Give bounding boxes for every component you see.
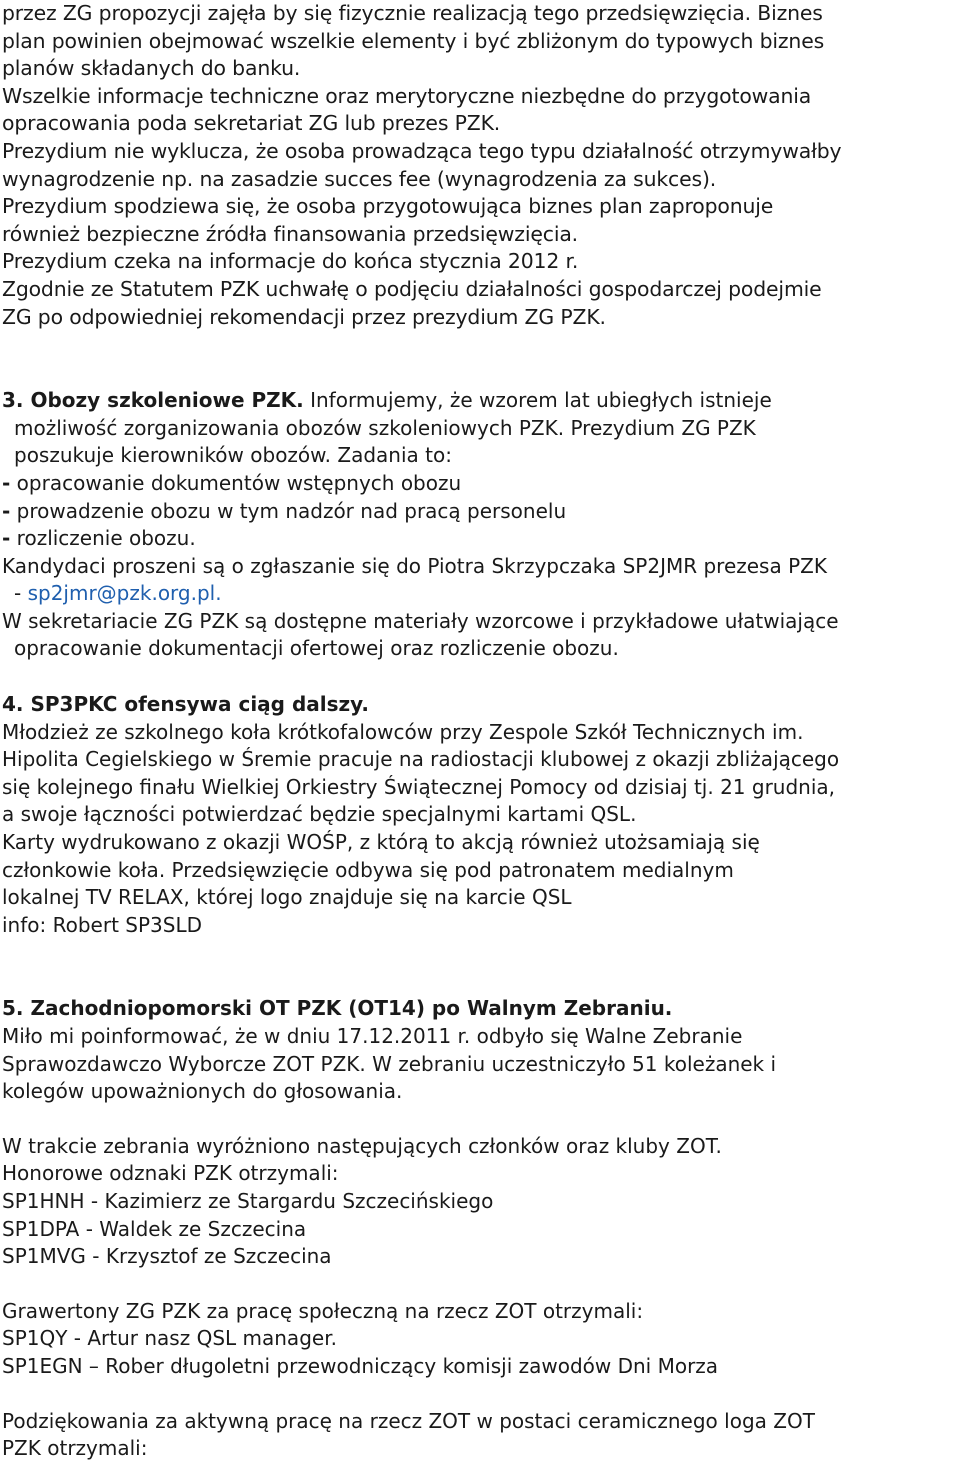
- text-line: SP1EGN – Rober długoletni przewodniczący komisji zawodów Dni Morza: [2, 1353, 719, 1378]
- list-item: - prowadzenie obozu w tym nadzór nad pracą personelu: [2, 498, 567, 523]
- text-line: Sprawozdawczo Wyborcze ZOT PZK. W zebraniu uczestniczyło 51 koleżanek i: [2, 1051, 777, 1076]
- text-line: poszukuje kierowników obozów. Zadania to:: [14, 443, 452, 468]
- section-heading: 4. SP3PKC ofensywa ciąg dalszy.: [2, 692, 369, 717]
- text-line: Wszelkie informacje techniczne oraz merytoryczne niezbędne do przygotowania: [2, 83, 812, 108]
- section-heading: 3. Obozy szkoleniowe PZK.: [2, 388, 304, 413]
- text-line: SP1HNH - Kazimierz ze Stargardu Szczecińskiego: [2, 1188, 494, 1213]
- text-line: W sekretariacie ZG PZK są dostępne materiały wzorcowe i przykładowe ułatwiające: [2, 608, 839, 633]
- text-line: Prezydium czeka na informacje do końca stycznia 2012 r.: [2, 249, 579, 274]
- section-heading: 5. Zachodniopomorski OT PZK (OT14) po Walnym Zebraniu.: [2, 996, 673, 1021]
- list-item: - opracowanie dokumentów wstępnych obozu: [2, 470, 462, 495]
- section-zot: [2, 995, 960, 1462]
- text-line: Honorowe odznaki PZK otrzymali:: [2, 1161, 339, 1186]
- text-line: opracowanie dokumentacji ofertowej oraz rozliczenie obozu.: [14, 636, 619, 661]
- list-item: - rozliczenie obozu.: [2, 526, 196, 551]
- text-line: SP1DPA - Waldek ze Szczecina: [2, 1216, 307, 1241]
- text-line: możliwość zorganizowania obozów szkoleniowych PZK. Prezydium ZG PZK: [14, 415, 756, 440]
- text-line: Podziękowania za aktywną pracę na rzecz ZOT w postaci ceramicznego loga ZOT: [2, 1408, 815, 1433]
- text-line: W trakcie zebrania wyróżniono następujących członków oraz kluby ZOT.: [2, 1133, 722, 1158]
- contact-email-line: - sp2jmr@pzk.org.pl.: [14, 581, 222, 606]
- text-line: Kandydaci proszeni są o zgłaszanie się do Piotra Skrzypczaka SP2JMR prezesa PZK: [2, 553, 827, 578]
- bullet-dash: -: [2, 498, 11, 523]
- text-line: kolegów upoważnionych do głosowania.: [2, 1079, 403, 1104]
- text-line: wynagrodzenie np. na zasadzie succes fee (wynagrodzenia za sukces).: [2, 166, 717, 191]
- text-line: Grawertony ZG PZK za pracę społeczną na rzecz ZOT otrzymali:: [2, 1298, 644, 1323]
- text-line: również bezpieczne źródła finansowania przedsięwzięcia.: [2, 221, 579, 246]
- text-line: ZG po odpowiedniej rekomendacji przez prezydium ZG PZK.: [2, 304, 606, 329]
- text-line: członkowie koła. Przedsięwzięcie odbywa się pod patronatem medialnym: [2, 857, 734, 882]
- section-heading-line: [2, 387, 960, 415]
- text-line: a swoje łączności potwierdzać będzie specjalnymi kartami QSL.: [2, 802, 637, 827]
- text-line: Młodzież ze szkolnego koła krótkofalowców przy Zespole Szkół Technicznych im.: [2, 719, 804, 744]
- text-line: przez ZG propozycji zajęła by się fizycznie realizacją tego przedsięwzięcia. Biznes: [2, 1, 823, 25]
- text-line: Informujemy, że wzorem lat ubiegłych istnieje: [303, 388, 772, 413]
- email-link[interactable]: sp2jmr@pzk.org.pl.: [27, 581, 222, 606]
- text-line: SP1QY - Artur nasz QSL manager.: [2, 1326, 337, 1351]
- section-sp3pkc: [2, 691, 960, 939]
- bullet-dash: -: [2, 526, 11, 551]
- text-line: Prezydium spodziewa się, że osoba przygotowująca biznes plan zaproponuje: [2, 194, 774, 219]
- text-line: Prezydium nie wyklucza, że osoba prowadząca tego typu działalność otrzymywałby: [2, 138, 842, 163]
- text-line: opracowania poda sekretariat ZG lub prezes PZK.: [2, 111, 501, 136]
- text-line: SP1MVG - Krzysztof ze Szczecina: [2, 1244, 332, 1269]
- text-line: lokalnej TV RELAX, której logo znajduje się na karcie QSL: [2, 885, 572, 910]
- text-line: info: Robert SP3SLD: [2, 912, 202, 937]
- text-line: Zgodnie ze Statutem PZK uchwałę o podjęciu działalności gospodarczej podejmie: [2, 276, 822, 301]
- text-line: plan powinien obejmować wszelkie elementy i być zbliżonym do typowych biznes: [2, 28, 825, 53]
- text-line: Hipolita Cegielskiego w Śremie pracuje na radiostacji klubowej z okazji zbliżającego: [2, 747, 840, 772]
- text-line: Karty wydrukowano z okazji WOŚP, z którą to akcją również utożsamiają się: [2, 830, 760, 855]
- text-line: planów składanych do banku.: [2, 56, 301, 81]
- text-line: Miło mi poinformować, że w dniu 17.12.2011 r. odbyło się Walne Zebranie: [2, 1024, 743, 1048]
- section-obozy: [2, 387, 960, 663]
- text-line: się kolejnego finału Wielkiej Orkiestry Świątecznej Pomocy od dzisiaj tj. 21 grudnia,: [2, 774, 836, 799]
- bullet-dash: -: [2, 470, 11, 495]
- text-line: PZK otrzymali:: [2, 1436, 148, 1461]
- intro-section: [2, 0, 960, 331]
